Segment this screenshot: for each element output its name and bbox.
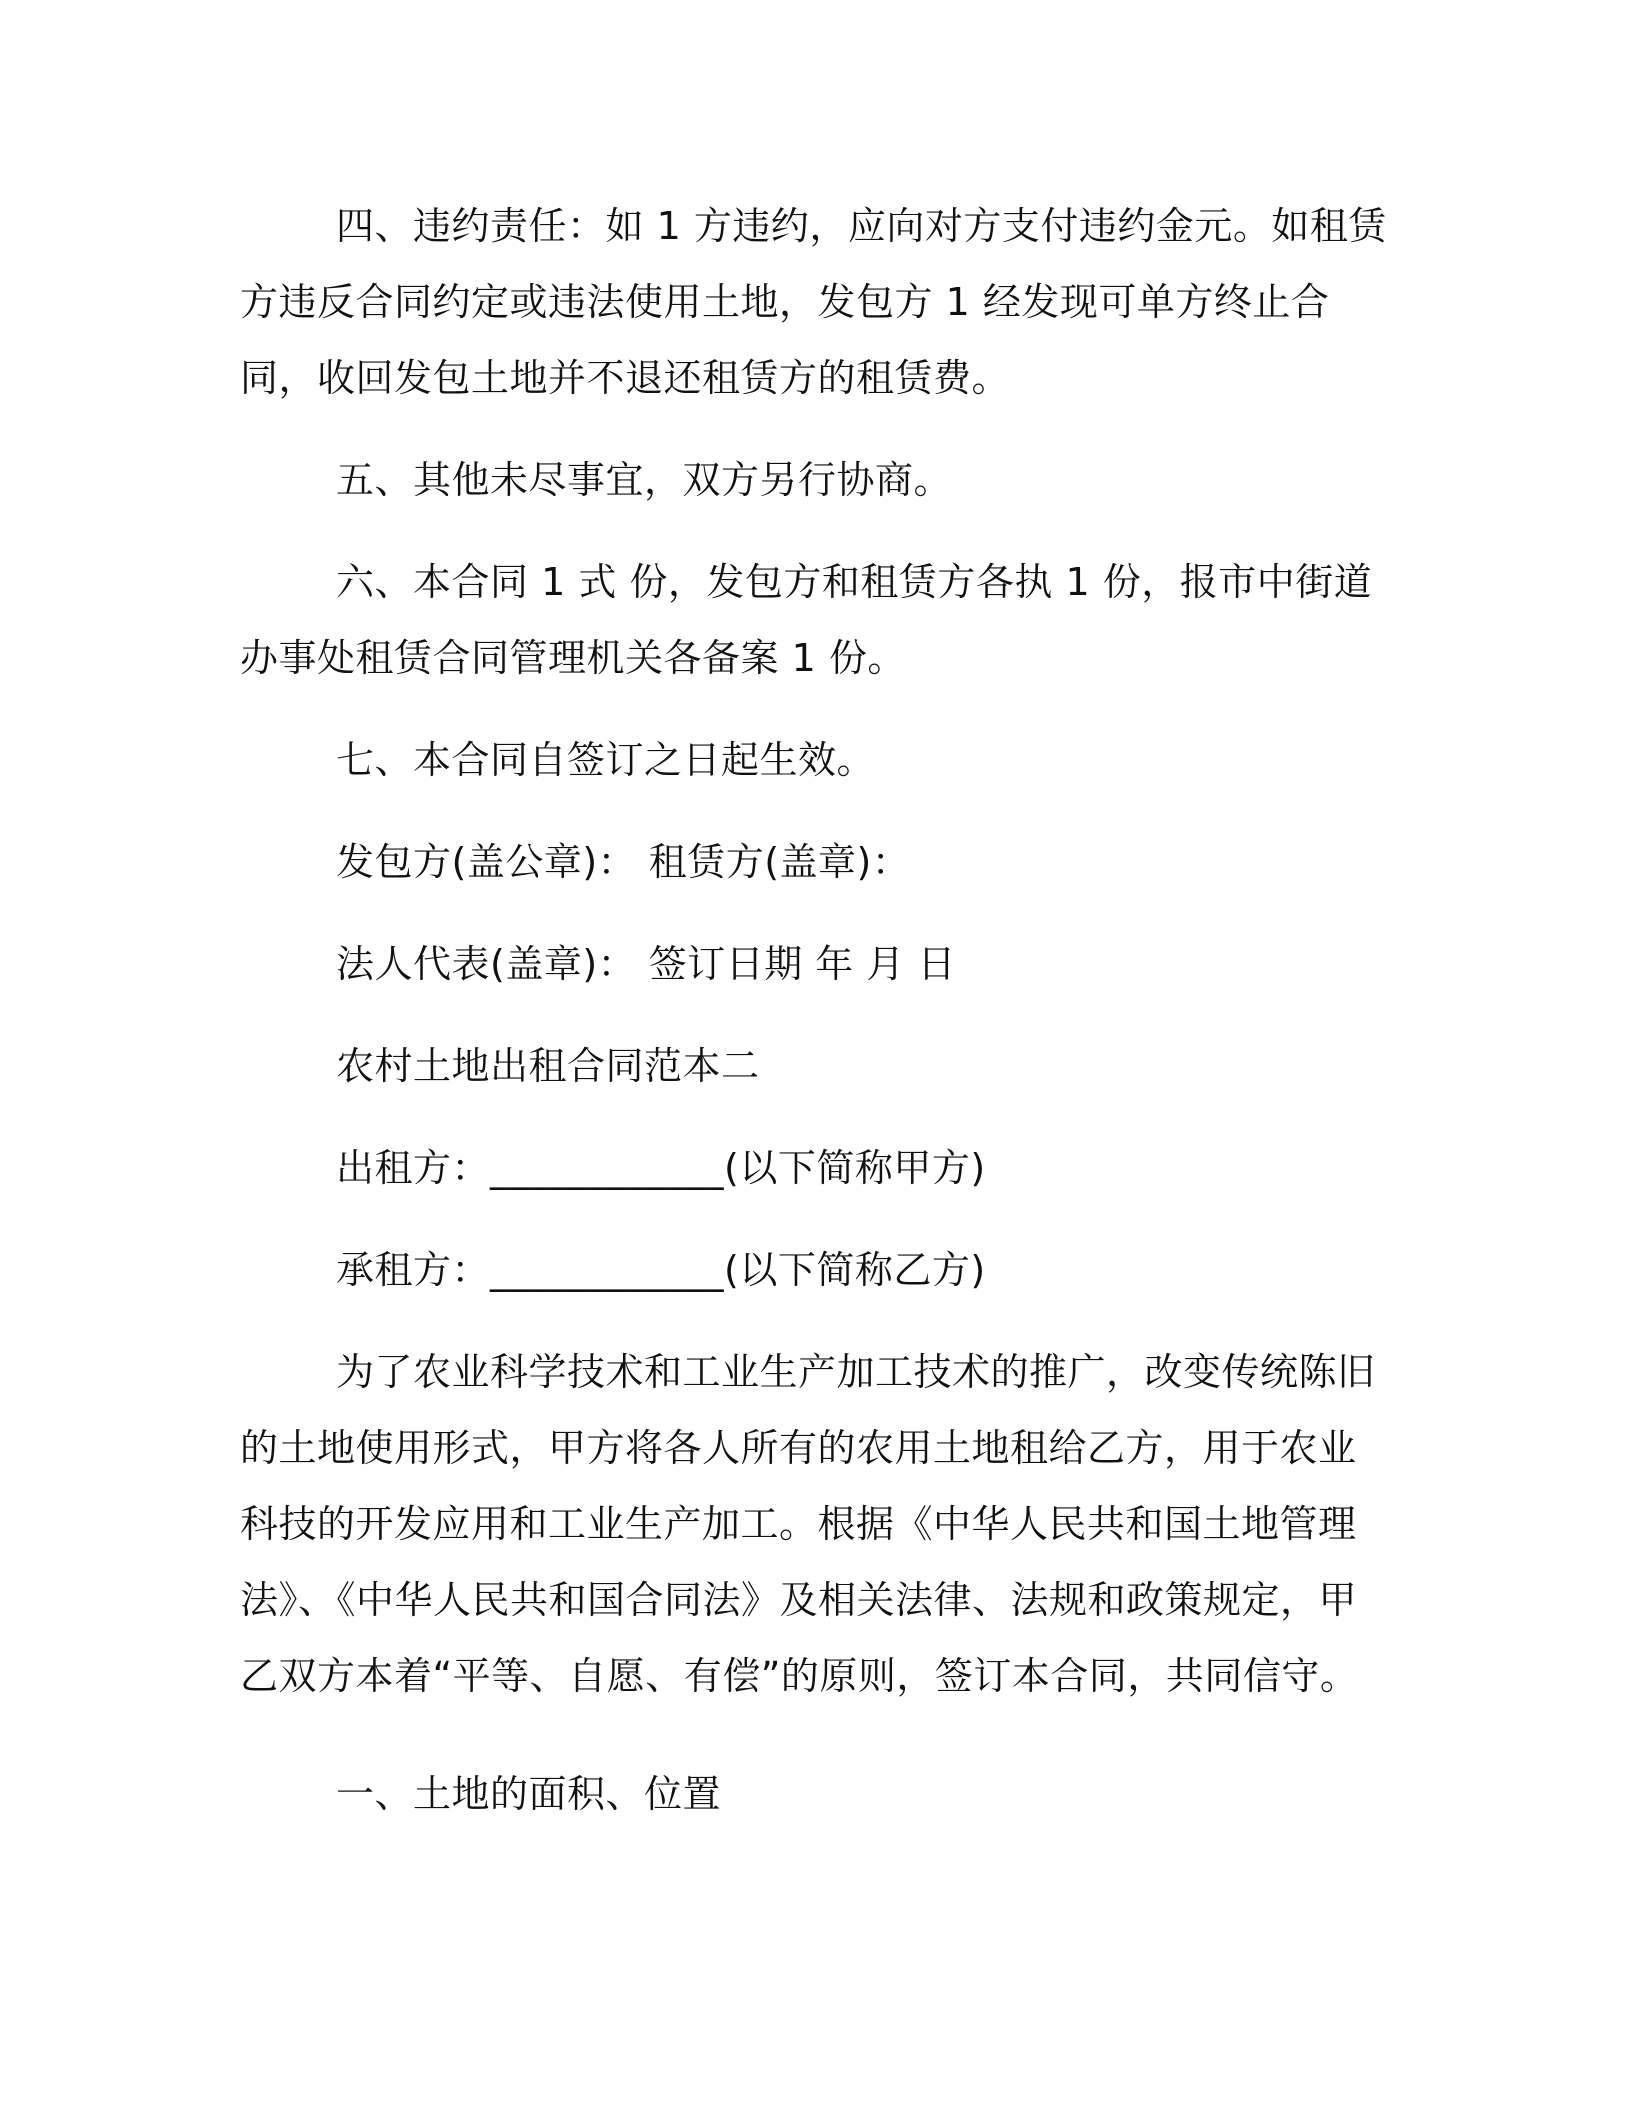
- clause-6-copies: 六、本合同 1 式 份，发包方和租赁方各执 1 份，报市中街道办事处租赁合同管理机关各备案 1 份。: [240, 560, 1373, 680]
- lessor-line: 出租方：____________(以下简称甲方): [336, 1146, 986, 1190]
- section-1-heading: 一、土地的面积、位置: [336, 1772, 722, 1816]
- clause-7-effective: 七、本合同自签订之日起生效。: [336, 738, 876, 782]
- document-body: [240, 188, 1390, 1832]
- clause-4-breach-liability: 四、违约责任：如 1 方违约，应向对方支付违约金元。如租赁方违反合同约定或违法使用土地，发包方 1 经发现可单方终止合同，收回发包土地并不退还租赁方的租赁费。: [240, 204, 1387, 400]
- lessee-line: 承租方：____________(以下简称乙方): [336, 1248, 986, 1292]
- signature-line-parties: 发包方(盖公章)： 租赁方(盖章)：: [336, 840, 911, 884]
- clause-5-other-matters: 五、其他未尽事宜，双方另行协商。: [336, 458, 953, 502]
- preamble-paragraph: 为了农业科学技术和工业生产加工技术的推广，改变传统陈旧的土地使用形式，甲方将各人所有的农用土地租给乙方，用于农业科技的开发应用和工业生产加工。根据《中华人民共和国土地管理法》、《中华人民共和国合同法》及相关法律、法规和政策规定，甲乙双方本着“平等、自愿、有偿”的原则，签订本合同，共同信守。: [240, 1350, 1376, 1698]
- section-title-template-two: 农村土地出租合同范本二: [336, 1044, 760, 1088]
- signature-line-representative: 法人代表(盖章)： 签订日期 年 月 日: [336, 942, 956, 986]
